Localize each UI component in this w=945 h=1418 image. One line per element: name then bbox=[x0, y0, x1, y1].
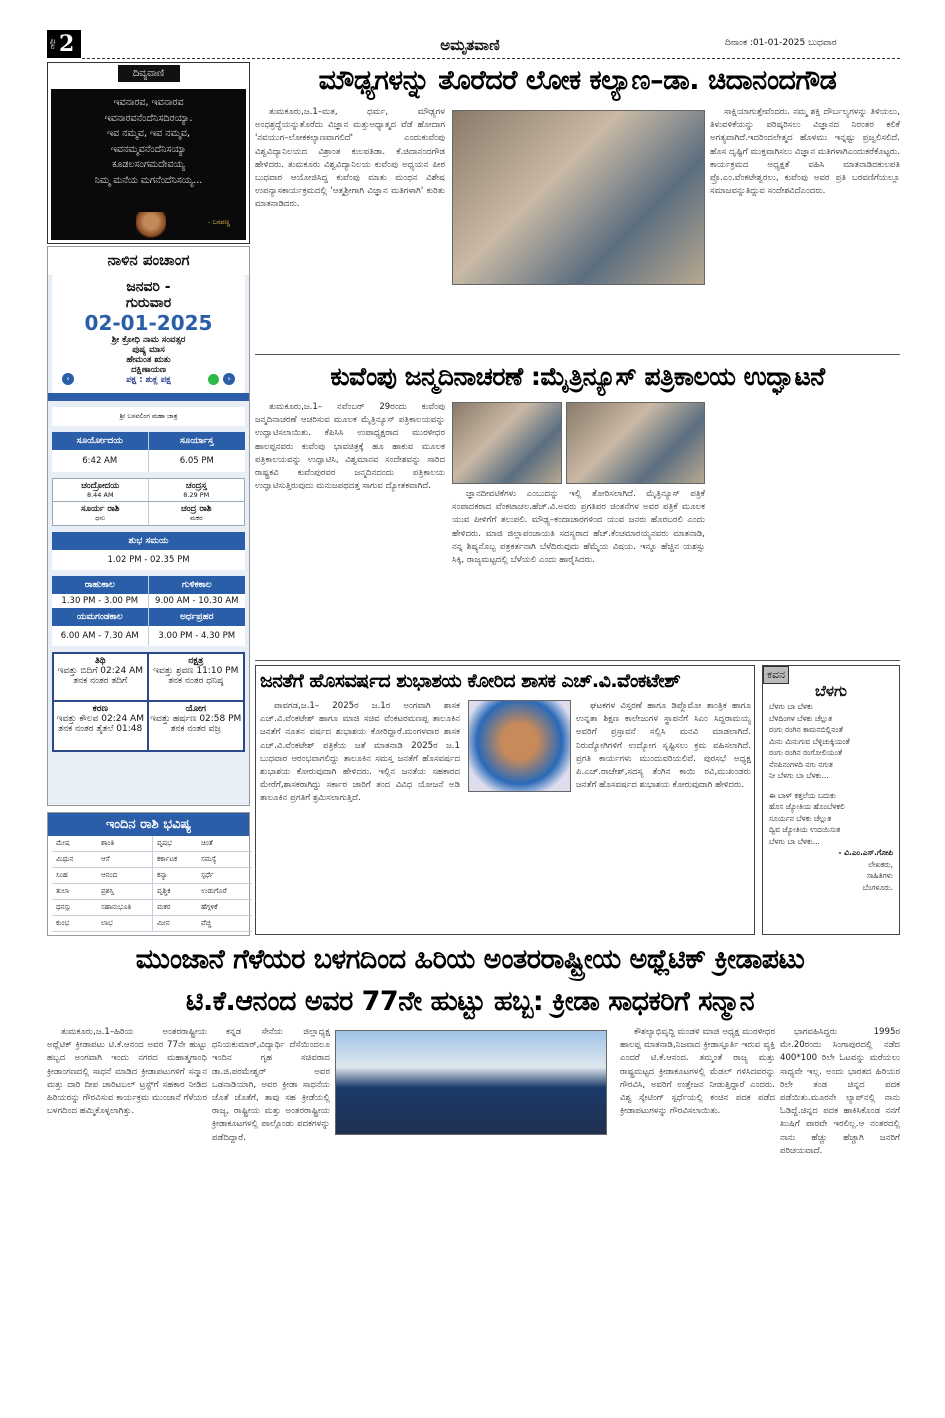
article1-col1: ತುಮಕೂರು,ಜ.1–ಮತ, ಧರ್ಮ, ಮೌಢ್ಯಗಳ ಅಂಧಶ್ರದ್ಧೆಯನ್ನುತೊರೆದು ವಿಜ್ಞಾನ ಮತ್ತುಅಧ್ಯಾತ್ಮದ ವೆಡೆ ಹೋದಾಗ 'ನವಯುಗ–ಲೋಕಕಲ್ಯಾಣವಾಗಲಿದೆ' ಎಂದುಕುವೆಂಪು ವಿಶ್ವವಿದ್ಯಾನಿಲಯದ ವಿಶ್ರಾಂತ ಕುಲಪತಿಡಾ. ಕೆ.ಚಿದಾನಂದಗೌಡ ಹೇಳಿದರು. ತುಮಕೂರು ವಿಶ್ವವಿದ್ಯಾನಿಲಯ ಕುವೆಂಪು ಅಧ್ಯಯನ ಪೀಠ ಬುಧವಾರ ಆಯೋಜಿಸಿದ್ದ ಕುವೆಂಪು ಮಾತು ಮಂಥನ ವಿಶೇಷ ಉಪನ್ಯಾಸಕಾರ್ಯಕ್ರಮದಲ್ಲಿ 'ಆತ್ಮಶ್ರೀಗಾಗಿ ವಿಜ್ಞಾನ ಮತಿಗಳಾಗಿ' ಕುರಿತು ಮಾತನಾಡಿದರು. bbox=[255, 107, 445, 210]
rashi-sign: ಮೇಷ bbox=[52, 836, 97, 852]
rashi-bhavishya: ಇಂದಿನ ರಾಶಿ ಭವಿಷ್ಯ ಮೇಷ ಶಾಂತಿ ವೃಷಭ ಚಿಂತೆ ಮಿಥುನ ಆಸೆ ಕರ್ಕಾಟಕ ಸಮಸ್ಯೆ ಸಿಂಹ ಆನಂದ ಕನ್ಯಾ ಸ್ಪರ್ಧೆ ತುಲಾ ಪ್ರಶಸ್ತಿ ವೃಶ್ಚಿಕ ಉಡುಗೊರೆ ಧನಸ್ಸು ಸಹಾನುಭೂತಿ ಮಕರ ಹೆಗ್ಗಳಿಕೆ ಕುಂಭ ಲಾಭ ಮೀನ ವೆಚ್ಚ bbox=[47, 812, 250, 936]
poem-line: ಈ ಬಾಳ್ ಕತ್ತಲೆಯ ಬದುಕು bbox=[769, 790, 836, 800]
rashi-prediction: ಉಡುಗೊರೆ bbox=[197, 884, 252, 900]
issue-date: ದಿನಾಂಕ :01-01-2025 ಬುಧವಾರ bbox=[725, 38, 837, 48]
rashi-prediction: ಸ್ಪರ್ಧೆ bbox=[197, 868, 252, 884]
poem-line: ರಂಗು ರಂಗಿನ ಕಾಮನಬಿಲ್ಲಿನಂತೆ bbox=[769, 725, 843, 734]
rashi-sign: ಧನಸ್ಸು bbox=[52, 900, 97, 916]
article4-group-photo bbox=[335, 1030, 607, 1135]
panchanga-panel bbox=[47, 246, 250, 806]
rashi-sign: ತುಲಾ bbox=[52, 884, 97, 900]
panchanga-date-card: ಜನವರಿ - ಗುರುವಾರ 02-01-2025 ಶ್ರೀ ಕ್ರೋಧಿ ನಾಮ ಸಂವತ್ಸರ ಪುಷ್ಯ ಮಾಸ ಹೇಮಂತ ಋತು ದಕ್ಷಿಣಾಯಣ ಪಕ್ಷ : ಶುಕ್ಲ ಪಕ್ಷ ‹ › bbox=[52, 275, 245, 393]
article1-col3: ಸಾಕ್ಷಿಯಾಗುತ್ತೇವೆಂದರು. ನಮ್ಮ ಶಕ್ತಿ ದೌರ್ಬಲ್ಯಗಳನ್ನು ತಿಳಿಯಲು, ತಿಳುವಳಿಕೆಯನ್ನು ಪರಿಷ್ಕರಿಸಲು ವಿಜ್ಞಾನದ ನಿರಂತರ ಕಲಿಕೆ ಅಗತ್ಯವಾಗಿದೆ.ಇದರಿಂದಲೇತ್ಮದ ಹೊಳಮು ಇನ್ನಷ್ಟು ಪ್ರಜ್ವಲಿಸಲಿದೆ. ಹೊಸ ದೃಷ್ಟಿಗೆ ಮುಕ್ತವಾಗಿಸಲು ವಿಜ್ಞಾನ ಮತಿಗಳಾಗಿಎಂದುಕರೆಕೊಟ್ಟರು. ಕಾರ್ಯಕ್ರಮದ ಅಧ್ಯಕ್ಷತೆ ವಹಿಸಿ ಮಾತನಾಡಿದಕುಲಪತಿ ಪ್ರೊ.ಎಂ.ವೆಂಕಟೇಶ್ವರಲು, ಕುವೆಂಪು ಅವರ ಪ್ರತಿ ಬರವಣಿಗೆಯಲ್ಲೂ ಸಮಾಜವನ್ನುತಿದ್ದುವ ಸಂದೇಶವಿದೆಎಂದರು. bbox=[710, 107, 900, 197]
rashi-sign: ಮೀನ bbox=[152, 916, 197, 932]
blue-divider bbox=[48, 393, 249, 401]
article1-photo bbox=[452, 110, 705, 285]
article4-headline-line1: ಮುಂಜಾನೆ ಗೆಳೆಯರ ಬಳಗದಿಂದ ಹಿರಿಯ ಅಂತರರಾಷ್ಟ್ರೀಯ ಅಥ್ಲೆಟಿಕ್ ಕ್ರೀಡಾಪಟು bbox=[135, 944, 805, 975]
header-divider bbox=[82, 58, 900, 59]
rashi-prediction: ಶಾಂತಿ bbox=[97, 836, 152, 852]
panchanga-title: ನಾಳಿನ ಪಂಚಾಂಗ bbox=[48, 247, 249, 275]
poem-line: ಮಿನು ಮಿನುಗುವ ಬೆಳ್ಳಿಚುಕ್ಕಿಯಂತೆ bbox=[769, 736, 850, 746]
rashi-sign: ಸಿಂಹ bbox=[52, 868, 97, 884]
poem-line: ಬೆಳದಿಂಗಳ ಬೆಳಕು ಚೆಲ್ಲುತ bbox=[769, 713, 833, 723]
kala-times: ರಾಹುಕಾಲ ಗುಳಿಕಕಾಲ 1.30 PM - 3.00 PM 9.00 AM - 10.30 AM ಯಮಗಂಡಕಾಲ ಅರ್ಧಪ್ರಹರ 6.00 AM - 7.30 AM 3.00 PM - 4.30 PM bbox=[52, 576, 245, 646]
poem-stanza-1 bbox=[763, 701, 899, 782]
divider bbox=[255, 354, 900, 355]
article4-col1: ತುಮಕೂರು,ಜ.1–ಹಿರಿಯ ಅಂತರರಾಷ್ಟ್ರೀಯ ಅಥ್ಲೆಟಿಕ್ ಕ್ರೀಡಾಪಟು ಟಿ.ಕೆ.ಆನಂದ ಅವರ 77ನೇ ಹುಟ್ಟು ಹಬ್ಬದ ಅಂಗವಾಗಿ ಇಂದು ನಗರದ ಮಹಾತ್ಮಗಾಂಧಿ ಕ್ರೀಡಾಂಗಣದಲ್ಲಿ ಸಾಧನೆ ಮಾಡಿದ ಕ್ರೀಡಾಪಟುಗಳಿಗೆ ಸನ್ಮಾನ ಮತ್ತು ದಾರಿ ದೀಪ ಚಾರಿಟಬಲ್ ಟ್ರಸ್ಟ್‌ಗೆ ಸಹಕಾರ ನೀಡಿದ ಹಿರಿಯರನ್ನು ಗೌರವಿಸುವ ಕಾರ್ಯಕ್ರಮ ಮುಂಜಾನೆ ಗೆಳೆಯರ ಬಳಗದಿಂದ ಹಮ್ಮಿಕೊಳ್ಳಲಾಗಿತ್ತು. bbox=[47, 1027, 207, 1117]
rashi-prediction: ಪ್ರಶಸ್ತಿ bbox=[97, 884, 152, 900]
poem-line: ರಂಗು ರಂಗಿನ ರಂಗೋಲಿಯಂತೆ bbox=[769, 748, 843, 757]
panchanga-date: 02-01-2025 bbox=[84, 311, 213, 335]
masthead: ಅಮೃತವಾಣಿ bbox=[440, 36, 500, 54]
article3-col1: ಪಾವಗಡ,ಜ.1– 2025ರ ಜ.1ರ ಅಂಗವಾಗಿ ಶಾಸಕ ಎಚ್.ವಿ.ವೆಂಕಟೇಶ್ ಹಾಗೂ ಮಾಜಿ ಸಚಿವ ವೆಂಕಟರಮಣಪ್ಪ ತಾಲೂಕಿನ ಜನತೆಗೆ ನೂತನ ವರ್ಷದ ಶುಭಾಶಯ ಕೋರಿದ್ದಾರೆ.ಮಂಗಳವಾರ ಶಾಸಕ ಎಚ್.ವಿ.ವೆಂಕಟೇಶ್ ಪತ್ರಿಕೆಯ ಜತೆ ಮಾತನಾಡಿ 2025ರ ಜ.1 ಬುಧವಾರ ಆರಂಭವಾಗಲಿದ್ದು ತಾಲೂಕಿನ ಸಮಸ್ತ ಜನತೆಗೆ ಹೊಸವರ್ಷದ ಶುಭಾಶಯ ಕೋರುವುದಾಗಿ ಹೇಳಿದರು. ಇಲ್ಲಿನ ಜನತೆಯ ಸಹಕಾರದ ಮೇರೆಗೆ,ಶಾಸಕರಾಗಿದ್ದು ಸರ್ಕಾರ ಜಾರಿಗೆ ತಂದ ವಿವಿಧ ಯೋಜನೆ ಅಡಿ ತಾಲೂಕಿನ ಪ್ರಗತಿಗೆ ಶ್ರಮಿಸಲಾಗುತ್ತಿದೆ. bbox=[260, 701, 460, 804]
article4-col4: ಭಾಗವಹಿಸಿದ್ದರು 1995ರ ಮೇ.20ರಂದು ಸಿಂಗಾಪುರದಲ್ಲಿ ನಡೆದ 400*100 ರಿಲೇ ಓಟವನ್ನು ಮರೆಯಲು ಸಾಧ್ಯವೇ ಇಲ್ಲ. ಅಂದು ಭಾರತದ ಹಿರಿಯರ ರಿಲೇ ತಂಡ ಚಿನ್ನದ ಪದಕ ಪಡೆಯಿತು.ಮೂರನೇ ಲ್ಯಾಪ್‌ನಲ್ಲಿ ನಾನು ಓಡಿದ್ದೆ.ಚಿನ್ನದ ಪದಕ ಹಾಕಿಸಿಕೊಂಡ ನನಗೆ ಖುಷಿಗೆ ಪಾರವೇ ಇರಲಿಲ್ಲ.ಆ ನಂತರದಲ್ಲಿ ನಾನು ಹೆಚ್ಚು ಹೆಚ್ಚಾಗಿ ಜನರಿಗೆ ಪರಿಚಯವಾದೆ. bbox=[780, 1027, 900, 1156]
rashi-prediction: ಲಾಭ bbox=[97, 916, 152, 932]
rashi-prediction: ಆಸೆ bbox=[97, 852, 152, 868]
poem-line: ದ್ವಿವ ಜ್ಯೋತಿಯ ಉದಯಿಸುತ bbox=[769, 825, 841, 834]
rashi-sign: ಕುಂಭ bbox=[52, 916, 97, 932]
rashi-grid bbox=[48, 836, 249, 932]
prev-day-button[interactable]: ‹ bbox=[62, 373, 74, 385]
rashi-prediction: ಹೆಗ್ಗಳಿಕೆ bbox=[197, 900, 252, 916]
kavana-box: ಕವನ ಬೆಳಗು ಬೆಳಗು ಬಾ ಬೆಳಕು ಬೆಳದಿಂಗಳ ಬೆಳಕು ಚೆಲ್ಲುತ ರಂಗು ರಂಗಿನ ಕಾಮನಬಿಲ್ಲಿನಂತೆ ಮಿನು ಮಿನುಗುವ ಬೆಳ್ಳಿಚುಕ್ಕಿಯಂತೆ ರಂಗು ರಂಗಿನ ರಂಗೋಲಿಯಂತೆ ನೆನಪಿನಂಗಳದಿ ನಗು ನಗುತ ನೀ ಬೆಳಗು ಬಾ ಬೆಳಕು... ಈ ಬಾಳ್ ಕತ್ತಲೆಯ ಬದುಕು ಹೊಸ ಜ್ಯೋತಿಯ ಹೊಂಬೆಳಕಲಿ ಸೂರ್ಯನ ಬೆಳಕು ಚೆಲ್ಲುತ ದ್ವಿವ ಜ್ಯೋತಿಯ ಉದಯಿಸುತ ಬೆಳಗು ಬಾ ಬೆಳಕು... - ವಿ.ಎಂ.ಎಸ್.ಗೋಪಿ ಲೇಖಕರು, ಸಾಹಿತಿಗಳು ಬೆಂಗಳೂರು. bbox=[762, 665, 900, 935]
poem-title: ಬೆಳಗು bbox=[815, 681, 847, 700]
poem-line: ಹೊಸ ಜ್ಯೋತಿಯ ಹೊಂಬೆಳಕಲಿ bbox=[769, 802, 845, 811]
article2-photo-1 bbox=[452, 402, 562, 484]
rashi-prediction: ವೆಚ್ಚ bbox=[197, 916, 252, 932]
kavana-label: ಕವನ bbox=[763, 666, 789, 684]
rashi-sign: ಮಿಥುನ bbox=[52, 852, 97, 868]
poem-line: ಸೂರ್ಯನ ಬೆಳಕು ಚೆಲ್ಲುತ bbox=[769, 813, 832, 823]
sun-times: ಸೂರ್ಯೋದಯ ಸೂರ್ಯಾಸ್ತ 6:42 AM 6.05 PM bbox=[52, 432, 245, 472]
article3-photo-mla bbox=[468, 700, 571, 792]
article4-col2: ಕನ್ನಡ ಸೇನೆಯ ಜಿಲ್ಲಾಧ್ಯಕ್ಷ ಧನಿಯಕುಮಾರ್,ವಿದ್ಯಾರ್ಥಿ ದೆಸೆಯಿಂದಲೂ ಇಂದಿನ ಗೃಹ ಸಚಿವರಾದ ಡಾ.ಜಿ.ಪರಮೇಶ್ವರ್ ಅವರ ಒಡನಾಡಿಯಾಗಿ, ಅವರ ಕ್ರೀಡಾ ಸಾಧನೆಯ ಜೊತೆ ಜೊತೆಗೆ, ತಾವು ಸಹ ಕ್ರೀಡೆಯಲ್ಲಿ ರಾಜ್ಯ, ರಾಷ್ಟ್ರೀಯ ಮತ್ತು ಅಂತರರಾಷ್ಟ್ರೀಯ ಕ್ರೀಡಾಕೂಟಗಳಲ್ಲಿ ಪಾಲ್ಗೊಂಡು ಪದಕಗಳನ್ನು ಪಡೆದಿದ್ದಾರೆ. bbox=[212, 1027, 330, 1143]
rashi-sign: ವೃಷಭ bbox=[152, 836, 197, 852]
article3-headline: ಜನತೆಗೆ ಹೊಸವರ್ಷದ ಶುಭಾಶಯ ಕೋರಿದ ಶಾಸಕ ಎಚ್.ವಿ.ವೆಂಕಟೇಶ್ bbox=[260, 670, 681, 692]
whatsapp-share-icon[interactable] bbox=[208, 374, 219, 385]
poem-line: ನೆನಪಿನಂಗಳದಿ ನಗು ನಗುತ bbox=[769, 759, 833, 769]
poem-stanza-2 bbox=[763, 790, 899, 848]
rashi-prediction: ಚಿಂತೆ bbox=[197, 836, 252, 852]
article2-headline: ಕುವೆಂಪು ಜನ್ಮದಿನಾಚರಣೆ :ಮೈತ್ರಿನ್ಯೂಸ್ ಪತ್ರಿಕಾಲಯ ಉದ್ಘಾಟನೆ bbox=[330, 362, 825, 391]
page-number-badge: ಪುಟ 2 bbox=[47, 30, 81, 58]
rashi-sign: ವೃಶ್ಚಿಕ bbox=[152, 884, 197, 900]
article1-headline: ಮೌಢ್ಯಗಳನ್ನು ತೊರೆದರೆ ಲೋಕ ಕಲ್ಯಾಣ–ಡಾ. ಚಿದಾನಂದಗೌಡ bbox=[318, 65, 837, 96]
festival-note: ಶ್ರೀ ಬಸವಲಿಂಗ ಮಹಾ ಜಾತ್ರ bbox=[52, 407, 245, 426]
poem-line: ಬೆಳಗು ಬಾ ಬೆಳಕು... bbox=[769, 836, 820, 846]
rashi-prediction: ಸಹಾನುಭೂತಿ bbox=[97, 900, 152, 916]
rashi-sign: ಮಕರ bbox=[152, 900, 197, 916]
poem-line: ಬೆಳಗು ಬಾ ಬೆಳಕು bbox=[769, 702, 813, 711]
article4-headline-line2: ಟಿ.ಕೆ.ಆನಂದ ಅವರ 77ನೇ ಹುಟ್ಟು ಹಬ್ಬ: ಕ್ರೀಡಾ ಸಾಧಕರಿಗೆ ಸನ್ಮಾನ bbox=[185, 986, 755, 1017]
rashi-sign: ಕನ್ಯಾ bbox=[152, 868, 197, 884]
article2-photo-2 bbox=[566, 402, 705, 484]
shubha-samaya: ಶುಭ ಸಮಯ 1.02 PM - 02.35 PM bbox=[52, 532, 245, 570]
article2-col1: ತುಮಕೂರು,ಜ.1– ನವೆಂಬರ್ 29ರಂದು ಕುವೆಂಪು ಜನ್ಮದಿನಾಚರಣೆ ಆಚರಿಸುವ ಮೂಲಕ ಮೈತ್ರಿನ್ಯೂಸ್ ಪತ್ರಿಕಾಲಯವನ್ನು ಉದ್ಘಾಟಿಸಲಾಯಿತು. ಕೆಪಿಸಿಸಿ ಉಪಾಧ್ಯಕ್ಷರಾದ ಮುರಳೀಧರ ಹಾಲಪ್ಪನವರು ಕುವೆಂಪು ಭಾವಚಿತ್ರಕ್ಕೆ ಹೂ ಹಾಕುವ ಮೂಲಕ ಪತ್ರಿಕಾಲಯವನ್ನು ಉದ್ಘಾಟಿಸಿ, ವಿಶ್ವಮಾನವ ಸಂದೇಶವನ್ನು ಸಾರಿದ ರಾಷ್ಟ್ರಕವಿ ಕುವೆಂಪುರವರ ಜನ್ಮದಿನದಂದು ಪತ್ರಿಕಾಲಯ ಉದ್ಘಾಟಿಸುತ್ತಿರುವುದು ಮನುಜಪಥದತ್ತ ಸಾಗುವ ದ್ಯೋತಕವಾಗಿದೆ. bbox=[255, 402, 445, 492]
article2-col2: ಜ್ಞಾನದೀವಟಿಕೆಗಳು ಎಂಬುದನ್ನು ಇಲ್ಲಿ ತೋರಿಸಲಾಗಿದೆ. ಮೈತ್ರಿನ್ಯೂಸ್ ಪತ್ರಿಕೆ ಸಂಪಾದಕರಾದ ವೆಂಕಟಾಚಲ.ಹೆಚ್.ವಿ.ಅವರು ಪ್ರಗತಿಪರ ಚಿಂತನೆಗಳ ಅವರ ಪತ್ರಿಕೆ ಮೂಲಕ ಯುವ ಪೀಳಿಗೆಗೆ ತಲುಪಲಿ. ಮೌಢ್ಯ–ಕಂದಾಚಾರಗಳಿಂದ ಯುವ ಜನರು ಹೊರಬರಲಿ ಎಂದು ಹೇಳಿದರು. ಮಾಜಿ ಜಿಲ್ಲಾಪಂಚಾಯತಿ ಸದಸ್ಯರಾದ ಹೆಚ್.ಕೆಂಚಮಾರಯ್ಯನವರು ಮಾತನಾಡಿ, ನನ್ನ ಶಿಷ್ಯನೊಬ್ಬ ಪತ್ರಕರ್ತನಾಗಿ ಬೆಳೆದಿರುವುದು ಹೆಮ್ಮೆಯ ವಿಷಯ. ಇನ್ನೂ ಹೆಚ್ಚಿನ ಯಶಸ್ಸು ಸಿಕ್ಕಿ, ರಾಜ್ಯಮಟ್ಟದಲ್ಲಿ ಬೆಳೆಯಲಿ ಎಂದು ಹಾರೈಸಿದರು. bbox=[452, 489, 705, 566]
rashi-sign: ಕರ್ಕಾಟಕ bbox=[152, 852, 197, 868]
tithi-grid: ತಿಥಿ ಇವತ್ತು ಬಿದಿಗೆ 02:24 AM ತನಕ ನಂತರ ತದಿಗೆ ನಕ್ಷತ್ರ ಇವತ್ತು ಶ್ರವಣ 11:10 PM ತನಕ ನಂತರ ಧನಿಷ್ಠ ಕರಣ ಇವತ್ತು ಕೌಲವ 02:24 AM ತನಕ ನಂತರ ತೈತಲೆ 01:48 ಯೋಗ ಇವತ್ತು ಹರ್ಷಣ 02:58 PM ತನಕ ನಂತರ ವಜ್ರ bbox=[52, 652, 245, 752]
divyavani-quote: ಇವನಾರವ, ಇವನಾರವ ಇವನಾರವನೆಂದೆನಿಸದಿರಯ್ಯಾ. ಇವ ನಮ್ಮವ, ಇವ ನಮ್ಮವ, ಇವನಮ್ಮವನೆಂದೆನಿಸಯ್ಯಾ ಕೂಡಲಸಂಗಮದೇವಯ್ಯ ನಿಮ್ಮ ಮನೆಯ ಮಗನೆಂದೆನಿಸಯ್ಯ... - ಬಸವಣ್ಣ bbox=[51, 89, 246, 240]
rashi-prediction: ಆನಂದ bbox=[97, 868, 152, 884]
next-day-button[interactable]: › bbox=[223, 373, 235, 385]
basavanna-portrait bbox=[136, 212, 166, 240]
divider bbox=[255, 660, 900, 661]
article3-col2: ಘಟಕಗಳ ವಿಸ್ತರಣೆ ಹಾಗೂ ಡಿಪ್ಲೊಮೋ ತಾಂತ್ರಿಕ ಹಾಗೂ ಉನ್ನತಾ ಶಿಕ್ಷಣ ಕಾಲೇಜುಗಳ ಸ್ಥಾಪನೆಗೆ ಸಿಎಂ ಸಿದ್ದರಾಮಯ್ಯ ಅವರಿಗೆ ಪ್ರಸ್ತಾವನೆ ಸಲ್ಲಿಸಿ ಮನವಿ ಮಾಡಲಾಗಿದೆ. ನಿರುದ್ಯೋಗಿಗಳಿಗೆ ಉದ್ಯೋಗ ಸೃಷ್ಟಿಸಲು ಕ್ರಮ ವಹಿಸಲಾಗಿದೆ. ಪ್ರಗತಿ ಕಾರ್ಯಗಳು ಮುಂದುವರಿಯಲಿವೆ. ಪುರಸಭೆ ಅಧ್ಯಕ್ಷ ಪಿ.ಎಚ್.ರಾಜೇಶ್,ಸದಸ್ಯ ತೆಂಗಿನ ಕಾಯಿ ರವಿ,ಮುಖಂಡರು ಜನತೆಗೆ ಹೊಸವರ್ಷದ ಶುಭಾಶಯ ಕೋರುವುದಾಗಿ ಹೇಳಿದರು. bbox=[576, 701, 751, 791]
poem-line: ನೀ ಬೆಳಗು ಬಾ ಬೆಳಕು... bbox=[769, 771, 829, 780]
article3-box bbox=[255, 665, 755, 935]
article4-col3: ಕೌಶಲ್ಯಾಭಿವೃದ್ಧಿ ಮಂಡಳಿ ಮಾಜಿ ಅಧ್ಯಕ್ಷ ಮುರಳೀಧರ ಹಾಲಪ್ಪ ಮಾತನಾಡಿ,ನಿಜವಾದ ಕ್ರೀಡಾಸ್ಫೂರ್ತಿ ಇರುವ ವ್ಯಕ್ತಿ ಎಂದರೆ ಟಿ.ಕೆ.ಆನಂದ. ತಮ್ಮಂತೆ ರಾಜ್ಯ ಮತ್ತು ರಾಷ್ಟ್ರಮಟ್ಟದ ಕ್ರೀಡಾಕೂಟಗಳಲ್ಲಿ ಮೆಡಲ್ ಗಳಿಸಿದವರನ್ನು ಗೌರವಿಸಿ, ಅವರಿಗೆ ಉತ್ತೇಜನ ನೀಡುತ್ತಿದ್ದಾರೆ ಎಂದರು. ವಿಶ್ವ ಸ್ಕೇಟಿಂಗ್ ಸ್ಪರ್ಧೆಯಲ್ಲಿ ಕಂಚಿನ ಪದಕ ಪಡೆದ ಕ್ರೀಡಾಪಟುಗಳನ್ನು ಗೌರವಿಸಲಾಯಿತು. bbox=[620, 1027, 775, 1117]
moon-rashi: ಚಂದ್ರೋದಯ 8.44 AM ಚಂದ್ರಸ್ತ 8.29 PM ಸೂರ್ಯ ರಾಶಿ ಧನು ಚಂದ್ರ ರಾಶಿ ಮಕರ bbox=[52, 478, 245, 526]
divyavani-box bbox=[47, 62, 250, 244]
rashi-prediction: ಸಮಸ್ಯೆ bbox=[197, 852, 252, 868]
divyavani-title: ದಿವ್ಯವಾಣಿ bbox=[118, 65, 180, 82]
